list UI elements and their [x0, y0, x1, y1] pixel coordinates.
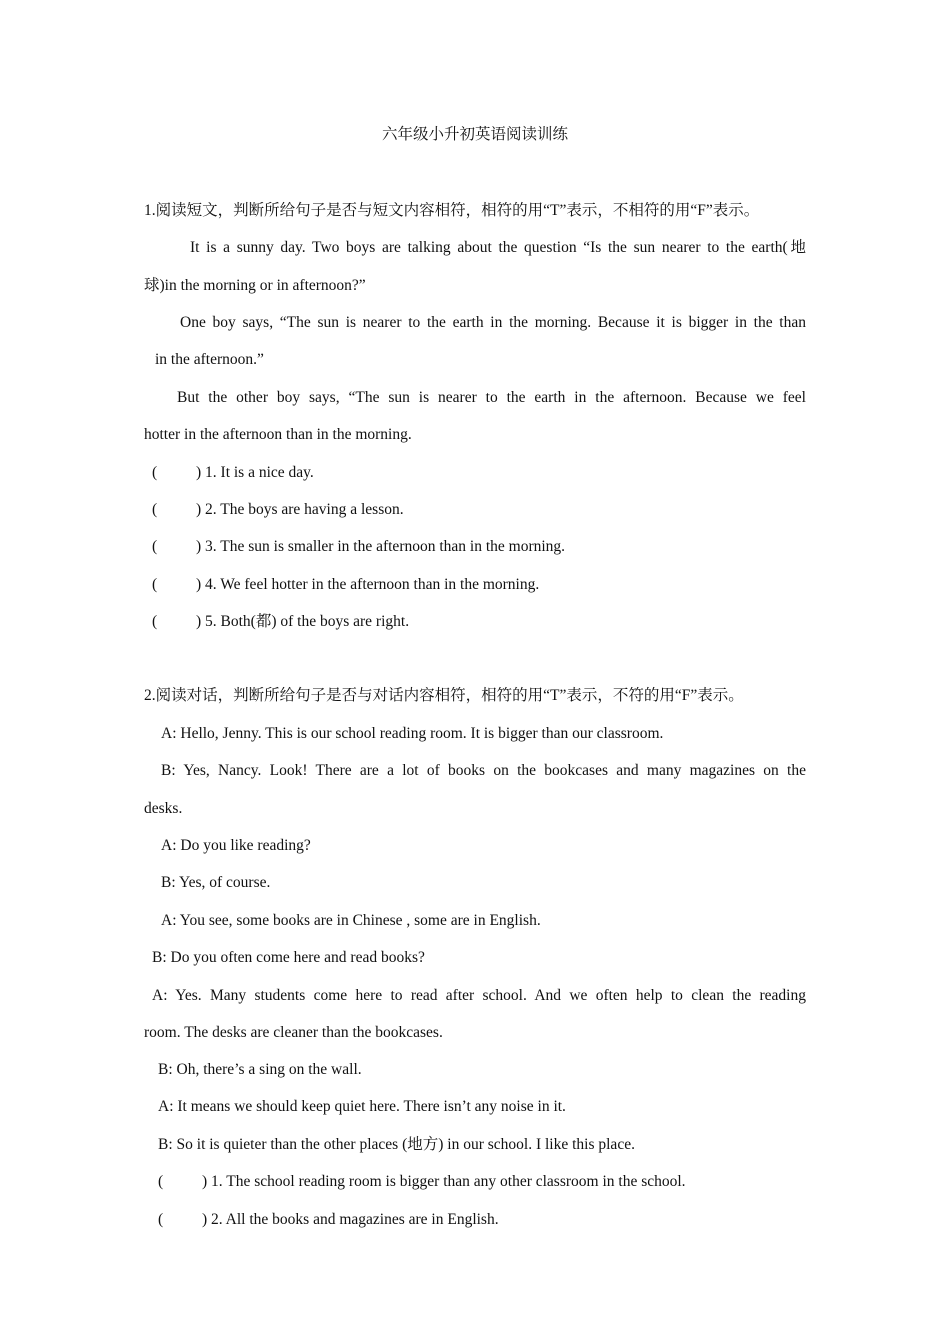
- answer-paren[interactable]: (: [152, 613, 158, 630]
- answer-paren[interactable]: (: [152, 538, 158, 555]
- dialogue-line-9: room. The desks are cleaner than the bookcases.: [144, 1024, 443, 1041]
- question-row: [152, 463, 314, 483]
- answer-paren[interactable]: (: [152, 464, 158, 481]
- question-text: ) 3. The sun is smaller in the afternoon than in the morning.: [196, 538, 566, 555]
- answer-paren[interactable]: (: [158, 1211, 164, 1228]
- passage-line-3: One boy says, “The sun is nearer to the earth in the morning. Because it is bigger in the than: [180, 314, 806, 331]
- answer-paren[interactable]: (: [152, 576, 158, 593]
- answer-paren[interactable]: (: [152, 501, 158, 518]
- dialogue-line-11: A: It means we should keep quiet here. There isn’t any noise in it.: [158, 1098, 566, 1115]
- dialogue-line-2: B: Yes, Nancy. Look! There are a lot of books on the bookcases and many magazines on the: [161, 762, 806, 779]
- dialogue-line-7: B: Do you often come here and read books?: [152, 949, 425, 966]
- question-text: ) 5. Both(都) of the boys are right.: [196, 613, 410, 630]
- answer-paren[interactable]: (: [158, 1173, 164, 1190]
- question-row: [152, 575, 539, 595]
- question-text: ) 2. The boys are having a lesson.: [196, 501, 404, 518]
- question-row: [158, 1210, 499, 1230]
- dialogue-line-3: desks.: [144, 800, 183, 817]
- dialogue-line-8: A: Yes. Many students come here to read after school. And we often help to clean the reading: [152, 987, 806, 1004]
- passage-line-2: 球)in the morning or in afternoon?”: [144, 277, 366, 294]
- question-row: [158, 1172, 686, 1192]
- passage-line-6: hotter in the afternoon than in the morning.: [144, 426, 412, 443]
- question-text: ) 2. All the books and magazines are in English.: [202, 1211, 499, 1228]
- dialogue-line-5: B: Yes, of course.: [161, 874, 271, 891]
- question-row: [152, 612, 409, 632]
- page-title: 六年级小升初英语阅读训练: [381, 126, 568, 143]
- passage-line-5: But the other boy says, “The sun is nearer to the earth in the afternoon. Because we feel: [177, 389, 806, 406]
- question-row: [152, 537, 565, 557]
- dialogue-line-1: A: Hello, Jenny. This is our school reading room. It is bigger than our classroom.: [161, 725, 664, 742]
- dialogue-line-6: A: You see, some books are in Chinese , some are in English.: [161, 912, 541, 929]
- section1-instruction: 1.阅读短文，判断所给句子是否与短文内容相符，相符的用“T”表示，不相符的用“F”表示。: [144, 202, 760, 219]
- passage-line-1: It is a sunny day. Two boys are talking about the question “Is the sun nearer to the earth(地: [190, 239, 806, 256]
- dialogue-line-12: B: So it is quieter than the other places (地方) in our school. I like this place.: [158, 1136, 635, 1153]
- question-text: ) 1. It is a nice day.: [196, 464, 314, 481]
- question-text: ) 1. The school reading room is bigger than any other classroom in the school.: [202, 1173, 686, 1190]
- question-text: ) 4. We feel hotter in the afternoon than in the morning.: [196, 576, 540, 593]
- dialogue-line-10: B: Oh, there’s a sing on the wall.: [158, 1061, 362, 1078]
- passage-line-4: in the afternoon.”: [155, 351, 264, 368]
- question-row: [152, 500, 404, 520]
- section2-instruction: 2.阅读对话，判断所给句子是否与对话内容相符，相符的用“T”表示，不符的用“F”表示。: [144, 687, 744, 704]
- dialogue-line-4: A: Do you like reading?: [161, 837, 311, 854]
